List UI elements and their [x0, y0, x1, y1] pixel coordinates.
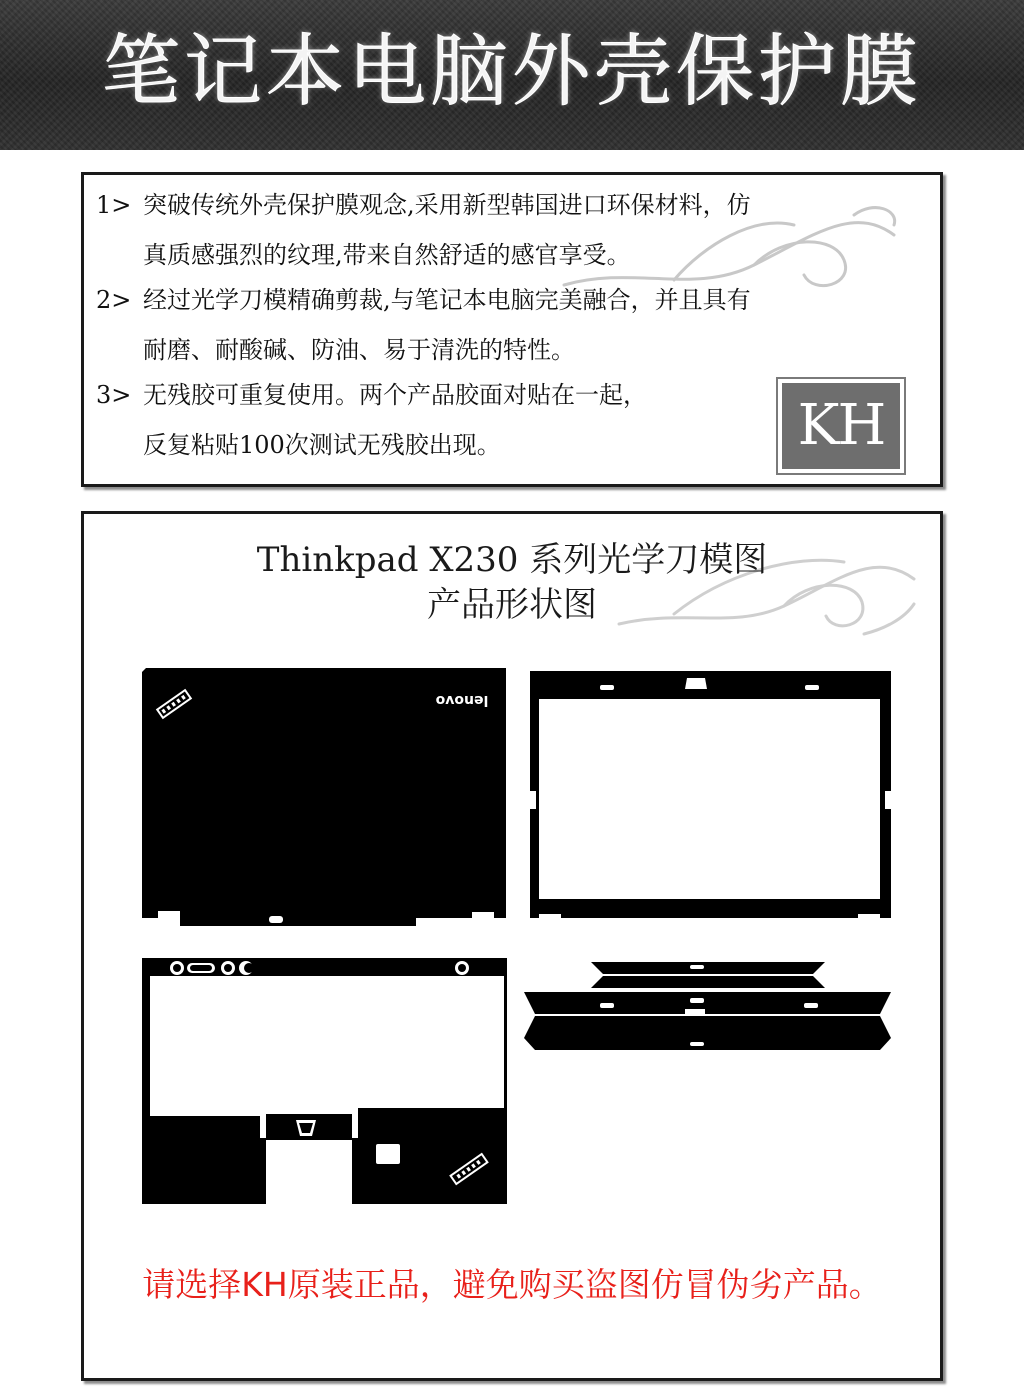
- kh-logo: [776, 377, 906, 475]
- feature-number: 1>: [96, 191, 132, 219]
- warning-text: 请选择KH原装正品，避免购买盗图仿冒伪劣产品。: [142, 1265, 882, 1304]
- feature-item-2: [96, 275, 751, 375]
- product-shapes: [84, 514, 940, 1378]
- feature-text: 突破传统外壳保护膜观念,采用新型韩国进口环保材料，仿: [143, 191, 751, 219]
- palmrest-shape: [142, 958, 507, 1204]
- diagram-title: Thinkpad X230 系列光学刀模图: [256, 540, 768, 580]
- feature-number: 3>: [96, 381, 132, 409]
- feature-text: 真质感强烈的纹理,带来自然舒适的感官享受。: [143, 241, 631, 269]
- feature-item-3: [96, 370, 647, 470]
- feature-text: 反复粘贴100次测试无残胶出现。: [143, 431, 501, 459]
- diagram-subtitle: 产品形状图: [427, 585, 597, 625]
- strip-parts-shape: [524, 962, 891, 1050]
- feature-text: 经过光学刀模精确剪裁,与笔记本电脑完美融合，并且具有: [143, 286, 751, 314]
- feature-item-1: [96, 180, 751, 280]
- lid-cover-shape: [142, 668, 506, 926]
- diagram-box: [81, 511, 943, 1381]
- feature-text: 无残胶可重复使用。两个产品胶面对贴在一起，: [143, 381, 647, 409]
- feature-number: 2>: [96, 286, 132, 314]
- kh-logo-text: KH: [782, 383, 900, 469]
- header-banner: [0, 0, 1024, 150]
- features-box: [81, 172, 943, 487]
- lid-brand-text: lenovo: [435, 692, 489, 708]
- bezel-shape: [530, 671, 891, 920]
- feature-text: 耐磨、耐酸碱、防油、易于清洗的特性。: [143, 336, 575, 364]
- banner-title: 笔记本电脑外壳保护膜: [101, 27, 922, 117]
